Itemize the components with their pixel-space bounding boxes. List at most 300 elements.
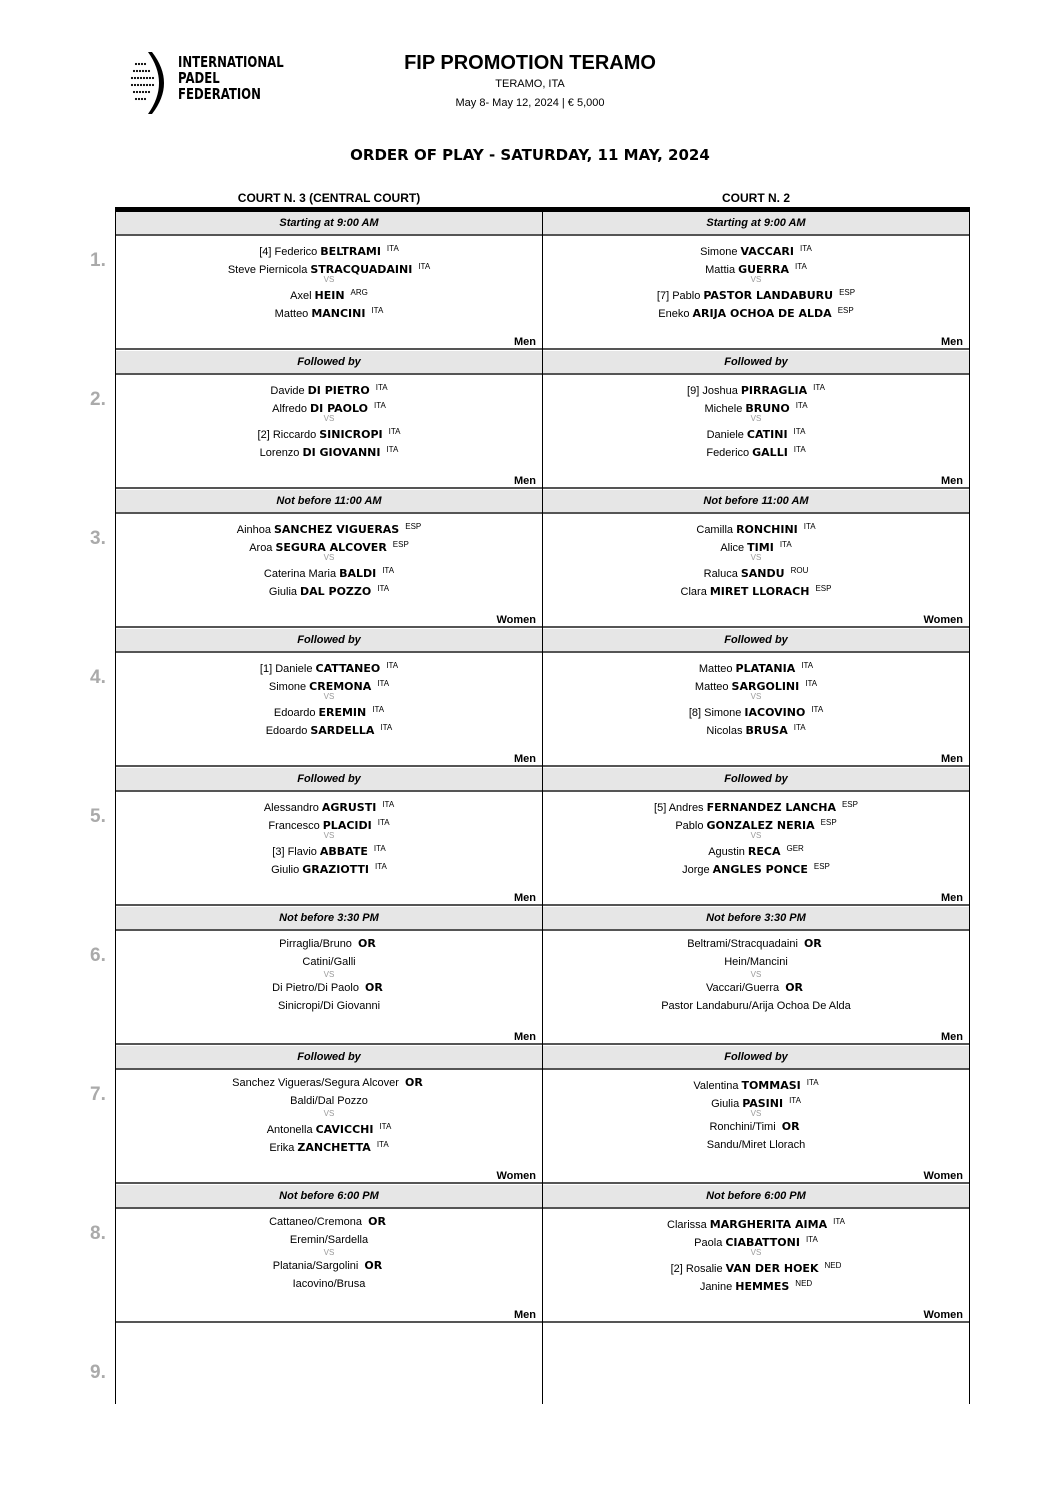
player-line [116, 397, 542, 415]
nationality: ITA [377, 584, 390, 593]
or-label: OR [781, 1120, 800, 1133]
category-label: Men [514, 1031, 536, 1043]
match-card[interactable] [116, 931, 542, 1045]
first-name: Joshua [702, 385, 738, 397]
nationality: ITA [806, 1078, 819, 1087]
or-label: OR [364, 1259, 383, 1272]
padel-ball-icon [118, 50, 174, 116]
court-cell-left [115, 212, 542, 351]
match-card[interactable] [116, 236, 542, 350]
player-line [543, 979, 969, 997]
last-name: PIRRAGLIA [740, 384, 808, 397]
pair-names: Eremin/Sardella [289, 1234, 369, 1246]
match-card[interactable] [543, 653, 969, 767]
seed: [9] [687, 385, 700, 397]
match-number: 2. [90, 389, 106, 410]
match-card[interactable] [543, 792, 969, 906]
last-name: TOMMASI [741, 1079, 801, 1092]
match-card[interactable] [543, 1070, 969, 1184]
first-name: Caterina Maria [263, 568, 337, 580]
nationality: ITA [779, 540, 792, 549]
start-time-header: Starting at 9:00 AM [116, 212, 542, 236]
match-number: 8. [90, 1223, 106, 1244]
pair-names: Pastor Landaburu/Arija Ochoa De Alda [661, 1000, 851, 1012]
player-line [116, 1092, 542, 1110]
pair-names: Baldi/Dal Pozzo [290, 1095, 368, 1107]
nationality: ITA [373, 401, 386, 410]
vs-label: VS [323, 692, 335, 701]
first-name: Federico [274, 246, 318, 258]
match-card[interactable] [543, 931, 969, 1045]
match-number: 3. [90, 528, 106, 549]
last-name: DI PAOLO [310, 402, 368, 415]
start-time-header: Followed by [543, 768, 969, 792]
first-name: Alfredo [272, 403, 308, 415]
match-card[interactable] [116, 514, 542, 628]
seed: [3] [272, 846, 285, 858]
nationality: ITA [805, 679, 818, 688]
player-line [543, 719, 969, 737]
nationality: ITA [801, 661, 814, 670]
player-line [543, 997, 969, 1015]
nationality: ITA [376, 1140, 389, 1149]
category-label: Men [941, 336, 963, 348]
start-time-header: Followed by [116, 1046, 542, 1070]
nationality: ITA [382, 800, 395, 809]
last-name: SINICROPI [319, 428, 383, 441]
or-label: OR [785, 981, 804, 994]
match-slot [90, 907, 970, 1046]
last-name: MARGHERITA AIMA [709, 1218, 828, 1231]
start-time-header: Followed by [543, 629, 969, 653]
fip-logo [118, 50, 288, 116]
player-line [543, 441, 969, 459]
court-cell-right [542, 1185, 970, 1324]
player-line [543, 1231, 969, 1249]
last-name: ZANCHETTA [297, 1141, 371, 1154]
first-name: Mattia [705, 264, 736, 276]
last-name: SANCHEZ VIGUERAS [274, 523, 400, 536]
empty-cell [116, 1324, 542, 1438]
player-line [543, 1074, 969, 1092]
pair-names: Sanchez Vigueras/Segura Alcover [232, 1077, 399, 1089]
seed: [4] [259, 246, 272, 258]
last-name: EREMIN [318, 706, 367, 719]
nationality: ITA [799, 244, 812, 253]
last-name: VAN DER HOEK [725, 1262, 819, 1275]
last-name: GUERRA [738, 263, 790, 276]
vs-label: VS [323, 1109, 335, 1118]
first-name: Agustin [708, 846, 745, 858]
first-name: Valentina [693, 1080, 739, 1092]
nationality: ITA [793, 445, 806, 454]
match-card[interactable] [543, 375, 969, 489]
player-line [116, 657, 542, 675]
start-time-header: Not before 3:30 PM [116, 907, 542, 931]
first-name: Matteo [698, 663, 733, 675]
court-cell-left [115, 768, 542, 907]
nationality: ITA [789, 1096, 801, 1105]
player-line [116, 675, 542, 693]
player-line [543, 518, 969, 536]
nationality: ESP [837, 306, 854, 315]
player-line [116, 953, 542, 971]
first-name: Lorenzo [259, 447, 300, 459]
player-line [116, 979, 542, 997]
pair-names: Vaccari/Guerra [705, 982, 780, 994]
category-label: Men [514, 892, 536, 904]
nationality: ITA [371, 306, 384, 315]
player-line [116, 1118, 542, 1136]
last-name: GRAZIOTTI [302, 863, 370, 876]
player-line [116, 701, 542, 719]
nationality: ITA [795, 401, 808, 410]
player-line [543, 657, 969, 675]
vs-label: VS [750, 831, 762, 840]
player-line [543, 701, 969, 719]
nationality: ITA [793, 723, 806, 732]
first-name: Nicolas [706, 725, 743, 737]
first-name: Daniele [706, 429, 744, 441]
match-number: 1. [90, 250, 106, 271]
last-name: ARIJA OCHOA DE ALDA [692, 307, 832, 320]
last-name: CATINI [746, 428, 788, 441]
player-line [116, 562, 542, 580]
start-time-header: Not before 6:00 PM [543, 1185, 969, 1209]
match-slot [90, 1046, 970, 1185]
pair-names: Hein/Mancini [724, 956, 788, 968]
nationality: ITA [373, 844, 386, 853]
last-name: TIMI [747, 541, 774, 554]
match-slot [90, 1185, 970, 1324]
last-name: VACCARI [740, 245, 794, 258]
last-name: GALLI [752, 446, 788, 459]
player-line [116, 423, 542, 441]
start-time-header: Not before 11:00 AM [543, 490, 969, 514]
last-name: PASTOR LANDABURU [703, 289, 834, 302]
player-line [543, 1136, 969, 1154]
player-line [116, 935, 542, 953]
player-line [116, 1074, 542, 1092]
seed: [2] [257, 429, 270, 441]
last-name: GONZALEZ NERIA [706, 819, 815, 832]
last-name: STRACQUADAINI [310, 263, 413, 276]
player-line [543, 1213, 969, 1231]
or-label: OR [358, 937, 376, 950]
player-line [543, 397, 969, 415]
nationality: ITA [388, 427, 401, 436]
player-line [543, 814, 969, 832]
last-name: ANGLES PONCE [712, 863, 808, 876]
start-time-header: Followed by [543, 351, 969, 375]
nationality: ITA [793, 427, 806, 436]
last-name: ABBATE [319, 845, 368, 858]
tournament-location: TERAMO, ITA [495, 78, 565, 90]
player-line [116, 840, 542, 858]
vs-label: VS [323, 414, 335, 423]
pair-names: Sinicropi/Di Giovanni [277, 1000, 381, 1012]
last-name: SARDELLA [310, 724, 375, 737]
match-card[interactable] [116, 1070, 542, 1184]
player-line [543, 840, 969, 858]
category-label: Men [941, 475, 963, 487]
category-label: Women [923, 1170, 963, 1182]
nationality: ESP [820, 818, 837, 827]
court-heading-left: COURT N. 3 (CENTRAL COURT) [237, 191, 421, 205]
match-card[interactable] [116, 653, 542, 767]
last-name: IACOVINO [744, 706, 806, 719]
first-name: Matteo [694, 681, 729, 693]
match-number: 9. [90, 1362, 106, 1383]
first-name: Simone [704, 707, 742, 719]
player-line [543, 240, 969, 258]
category-label: Men [941, 753, 963, 765]
last-name: BALDI [339, 567, 377, 580]
player-line [543, 1118, 969, 1136]
pair-names: Cattaneo/Cremona [269, 1216, 363, 1228]
nationality: ITA [418, 262, 431, 271]
nationality: ITA [382, 566, 395, 575]
last-name: SARGOLINI [731, 680, 800, 693]
category-label: Women [496, 1170, 536, 1182]
first-name: Giulio [271, 864, 300, 876]
player-line [543, 1275, 969, 1293]
player-line [116, 1213, 542, 1231]
first-name: Clara [680, 586, 707, 598]
player-line [116, 1136, 542, 1154]
last-name: CAVICCHI [315, 1123, 374, 1136]
start-time-header: Starting at 9:00 AM [543, 212, 969, 236]
last-name: MIRET LLORACH [709, 585, 810, 598]
start-time-header: Not before 11:00 AM [116, 490, 542, 514]
last-name: PASINI [742, 1097, 784, 1110]
player-line [543, 258, 969, 276]
first-name: Pablo [672, 290, 701, 302]
first-name: Simone [268, 681, 307, 693]
player-line [116, 1257, 542, 1275]
player-line [543, 1092, 969, 1110]
category-label: Men [941, 892, 963, 904]
first-name: Steve Piernicola [227, 264, 308, 276]
pair-names: Ronchini/Timi [709, 1121, 776, 1133]
player-line [116, 814, 542, 832]
match-card[interactable] [543, 1209, 969, 1323]
court-cell-left [115, 907, 542, 1046]
vs-label: VS [323, 275, 335, 284]
player-line [543, 423, 969, 441]
category-label: Men [514, 475, 536, 487]
player-line [543, 675, 969, 693]
category-label: Men [941, 1031, 963, 1043]
nationality: ESP [392, 540, 409, 549]
match-slot [90, 351, 970, 490]
first-name: Alessandro [263, 802, 319, 814]
match-number: 5. [90, 806, 106, 827]
last-name: CREMONA [309, 680, 372, 693]
first-name: Alice [720, 542, 745, 554]
player-line [116, 518, 542, 536]
player-line [543, 858, 969, 876]
first-name: Simone [700, 246, 738, 258]
player-line [116, 1275, 542, 1293]
first-name: Rosalie [685, 1263, 723, 1275]
court-cell-right [542, 629, 970, 768]
player-line [543, 580, 969, 598]
last-name: MANCINI [311, 307, 366, 320]
vs-label: VS [750, 275, 762, 284]
last-name: RONCHINI [736, 523, 798, 536]
player-line [116, 719, 542, 737]
match-slot [90, 212, 970, 351]
player-line [543, 284, 969, 302]
last-name: HEIN [314, 289, 345, 302]
or-label: OR [404, 1076, 423, 1089]
nationality: ITA [795, 262, 807, 271]
player-line [116, 536, 542, 554]
court-cell-right [542, 1324, 970, 1404]
match-card[interactable] [116, 792, 542, 906]
tournament-title: FIP PROMOTION TERAMO [404, 52, 656, 74]
nationality: ITA [372, 705, 385, 714]
last-name: PLACIDI [322, 819, 372, 832]
player-line [116, 284, 542, 302]
vs-label: VS [750, 970, 762, 979]
seed: [7] [656, 290, 670, 302]
first-name: Raluca [703, 568, 738, 580]
nationality: ITA [386, 661, 399, 670]
start-time-header: Followed by [116, 768, 542, 792]
pair-names: Iacovino/Brusa [292, 1278, 366, 1290]
match-card[interactable] [543, 514, 969, 628]
nationality: ITA [375, 383, 388, 392]
vs-label: VS [323, 1248, 335, 1257]
first-name: Antonella [266, 1124, 313, 1136]
or-label: OR [803, 937, 822, 950]
first-name: Paola [694, 1237, 723, 1249]
player-line [543, 302, 969, 320]
last-name: PLATANIA [735, 662, 796, 675]
player-line [116, 258, 542, 276]
match-card[interactable] [116, 375, 542, 489]
first-name: Aroa [249, 542, 273, 554]
nationality: ESP [839, 288, 856, 297]
start-time-header: Followed by [543, 1046, 969, 1070]
nationality: ITA [380, 723, 393, 732]
pair-names: Catini/Galli [302, 956, 356, 968]
nationality: ESP [813, 862, 830, 871]
first-name: Daniele [275, 663, 313, 675]
nationality: ITA [386, 244, 399, 253]
start-time-header: Followed by [116, 351, 542, 375]
or-label: OR [368, 1215, 386, 1228]
first-name: Clarissa [667, 1219, 707, 1231]
category-label: Women [496, 614, 536, 626]
pair-names: Di Pietro/Di Paolo [272, 982, 359, 994]
player-line [116, 1231, 542, 1249]
nationality: ITA [833, 1217, 845, 1226]
court-heading-right: COURT N. 2 [721, 191, 790, 205]
empty-cell [543, 1324, 969, 1438]
last-name: CIABATTONI [725, 1236, 800, 1249]
category-label: Men [514, 1309, 536, 1321]
last-name: DI GIOVANNI [302, 446, 381, 459]
player-line [543, 935, 969, 953]
start-time-header: Followed by [116, 629, 542, 653]
first-name: Jorge [682, 864, 710, 876]
first-name: Matteo [274, 308, 309, 320]
or-label: OR [365, 981, 383, 994]
court-cell-right [542, 490, 970, 629]
player-line [116, 379, 542, 397]
last-name: DI PIETRO [307, 384, 370, 397]
player-line [543, 536, 969, 554]
first-name: Flavio [287, 846, 317, 858]
category-label: Women [923, 614, 963, 626]
first-name: Giulia [711, 1098, 740, 1110]
first-name: Federico [706, 447, 750, 459]
nationality: ARG [350, 288, 368, 297]
player-line [116, 240, 542, 258]
last-name: RECA [747, 845, 781, 858]
match-slot [90, 768, 970, 907]
first-name: Edoardo [265, 725, 308, 737]
player-line [116, 997, 542, 1015]
nationality: ITA [375, 862, 387, 871]
schedule-table [90, 207, 970, 1463]
nationality: ESP [841, 800, 858, 809]
start-time-header: Not before 3:30 PM [543, 907, 969, 931]
category-label: Men [514, 336, 536, 348]
player-line [543, 562, 969, 580]
nationality: NED [795, 1279, 813, 1288]
player-line [543, 379, 969, 397]
last-name: DAL POZZO [300, 585, 372, 598]
vs-label: VS [323, 553, 335, 562]
nationality: ITA [377, 679, 390, 688]
start-time-header: Not before 6:00 PM [116, 1185, 542, 1209]
match-card[interactable] [116, 1209, 542, 1323]
last-name: CATTANEO [315, 662, 381, 675]
first-name: Erika [269, 1142, 295, 1154]
court-cell-right [542, 351, 970, 490]
match-slot [90, 1324, 970, 1463]
last-name: AGRUSTI [321, 801, 377, 814]
seed: [1] [259, 663, 273, 675]
first-name: Michele [704, 403, 743, 415]
player-line [543, 1257, 969, 1275]
player-line [116, 441, 542, 459]
category-label: Men [514, 753, 536, 765]
first-name: Axel [290, 290, 312, 302]
tournament-dates-prize: May 8- May 12, 2024 | € 5,000 [455, 97, 605, 109]
first-name: Eneko [658, 308, 690, 320]
player-line [116, 580, 542, 598]
court-cell-left [115, 351, 542, 490]
first-name: Ainhoa [236, 524, 271, 536]
match-number: 4. [90, 667, 106, 688]
nationality: ITA [386, 445, 399, 454]
match-card[interactable] [543, 236, 969, 350]
vs-label: VS [750, 1248, 762, 1257]
first-name: Edoardo [273, 707, 316, 719]
order-of-play-heading: ORDER OF PLAY - SATURDAY, 11 MAY, 2024 [350, 146, 710, 164]
first-name: Andres [668, 802, 704, 814]
vs-label: VS [750, 414, 762, 423]
pair-names: Sandu/Miret Llorach [706, 1139, 806, 1151]
nationality: ITA [805, 1235, 818, 1244]
nationality: ESP [815, 584, 832, 593]
court-cell-left [115, 629, 542, 768]
